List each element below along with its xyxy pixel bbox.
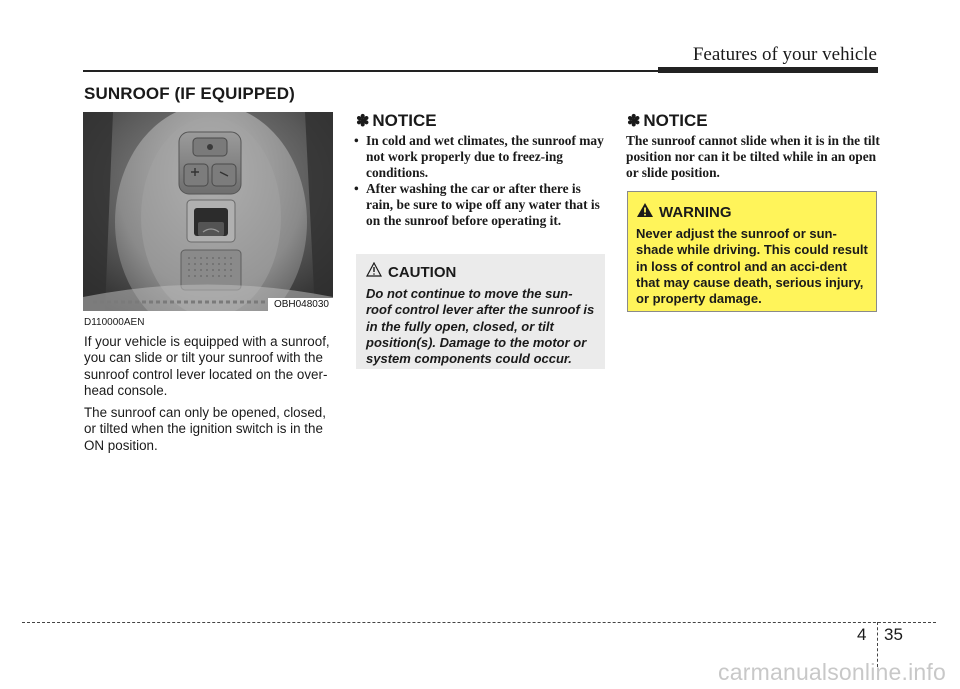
- list-item: • After washing the car or after there is rain, be sure to wipe off any water that is on the sunroof before operating it.: [354, 181, 600, 228]
- notice-asterisk-icon: ✽: [356, 113, 370, 130]
- running-header-title: Features of your vehicle: [692, 44, 877, 65]
- notice-paragraph: The sunroof cannot slide when it is in the tilt position nor can it be tilted while in an open or slide position.: [626, 133, 880, 180]
- document-id: D110000AEN: [84, 317, 145, 328]
- overhead-console-illustration: [83, 112, 333, 311]
- header-rule-accent: [658, 67, 878, 73]
- section-title: SUNROOF (IF EQUIPPED): [84, 84, 295, 103]
- warning-box: [627, 191, 877, 312]
- list-item-text: In cold and wet climates, the sunroof may not work properly due to freez-ing conditions.: [366, 133, 604, 180]
- body-paragraph-2: The sunroof can only be opened, closed, or tilted when the ignition switch is in the ON position.: [84, 405, 326, 453]
- body-paragraph-1: If your vehicle is equipped with a sunroof, you can slide or tilt your sunroof with the sunroof control lever located on the over-head console.: [84, 334, 330, 399]
- page-number: 35: [884, 625, 903, 644]
- chapter-number: 4: [857, 625, 867, 644]
- caution-triangle-icon: [366, 262, 382, 282]
- notice-bullet-list: [354, 133, 608, 229]
- notice-heading-middle: [356, 111, 437, 131]
- notice-heading-right: [627, 111, 708, 131]
- overhead-console-photo: [83, 112, 333, 311]
- caution-text: Do not continue to move the sun-roof control lever after the sunroof is in the fully open, closed, or tilt position(s). Damage to the motor or system components could occur.: [366, 286, 595, 367]
- warning-triangle-icon: [636, 202, 654, 223]
- notice-title: NOTICE: [643, 111, 708, 130]
- caution-label: CAUTION: [388, 263, 457, 281]
- figure-code: OBH048030: [268, 298, 333, 311]
- caution-box: [356, 254, 605, 369]
- warning-label: WARNING: [659, 204, 732, 221]
- notice-title: NOTICE: [372, 111, 437, 130]
- footer-rule: [22, 622, 936, 623]
- list-item-text: After washing the car or after there is rain, be sure to wipe off any water that is on the sunroof before operating it.: [366, 181, 600, 228]
- notice-asterisk-icon: ✽: [627, 113, 641, 130]
- watermark: carmanualsonline.info: [718, 659, 946, 685]
- list-item: • In cold and wet climates, the sunroof may not work properly due to freez-ing conditions.: [354, 133, 604, 180]
- warning-text: Never adjust the sunroof or sun-shade while driving. This could result in loss of control and an acci-dent that may cause death, serious injury, or property damage.: [636, 226, 868, 307]
